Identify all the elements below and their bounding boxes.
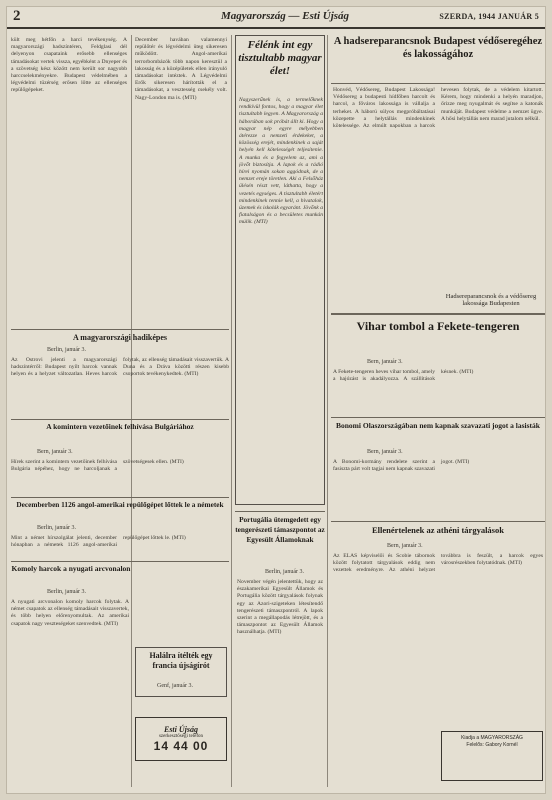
paper-title: Magyarország — Esti Újság [221, 10, 350, 22]
column-rule [231, 35, 232, 787]
ad-sub: szerkesztőségi telefon [158, 734, 203, 739]
section-rule [331, 521, 545, 522]
advertisement [135, 717, 227, 761]
article-signature: Hadsereparancsnok és a védősereg lakossága Budapesten [445, 293, 537, 307]
article-body: Hírek szerint a komintern vezetőinek felhívása Bulgária népéhez, hogy ne harcoljanak a szövetségesek ellen. (MTI) [11, 459, 184, 473]
article-body: A Bonomi-kormány rendelete szerint a fasiszta párt volt tagjai nem kapnak szavazati jogot. (MTI) [333, 459, 470, 473]
article-dateline: Bern, január 3. [387, 543, 423, 549]
column-rule [327, 35, 328, 787]
article-body: Honvéd, Védősereg, Budapest Lakossága! Védősereg a budapesti hídfőben harcolt és harcol, a főváros lakossága is vállalja a terheket. A háború súlyos megpróbáltatásai közepette a helytállás mindenkinek kötelessége. Az elmúlt napokban a harcok hevesen folytak, de a védelem kitartott. Kérem, hogy mindenki a helyén maradjon, őrizze meg nyugalmát és segítse a katonák munkáját. Budapest védelme a nemzet ügye. A hősi helytállás nem marad jutalom nélkül. [333, 87, 543, 130]
article-headline: Decemberben 1126 angol-amerikai repülőgépet lőttek le a németek [16, 500, 224, 509]
section-rule [11, 329, 229, 330]
article-headline: Komoly harcok a nyugati arcvonalon [11, 564, 131, 573]
article-dateline: Berlin, január 3. [47, 589, 86, 595]
article-dateline: Bern, január 3. [367, 449, 403, 455]
ad-label: Esti Újság [163, 725, 198, 734]
article-body: A nyugati arcvonalon komoly harcok folytak. A német csapatok az ellenség támadásait visszavertek, és több helyen előrenyomultak. Az amerikai csapatok nagy veszteségeket szenvedtek. (MTI) [11, 599, 129, 627]
article-body: kült meg hétfőn a harci tevékenység. A magyarországi hadszíntéren, Feldglasi dél delyenyon csapataink erősebb ellenséges támadásokat vertek vissza, egyébként a Dnyeper és a szövetség kész között nem került sor nagyobb harccselekményekre. Budapest védelmében a légvédelmi tüzérség erősen lőtte az ellenséges repülőgépeket. [11, 37, 127, 94]
section-rule [235, 511, 325, 512]
article-body: Az Ostrovi jelenti a magyarországi hadszíntérről: Budapest nyílt harcok vannak helyen és a helyzet változatlan. Heves harcok folytak, az ellenség támadásait visszavertük. A Duna és a Dráva közötti részen kisebb csoportok tevékenykedtek. (MTI) [11, 357, 229, 378]
article-body: November végén jelentettük, hogy az északamerikai Egyesült Államok és Portugália között tárgyalások folynak egy az Azori-szigeteken létesítendő tengerészeti támaszpontról. A lapok szerint a megállapodás létrejött, és a támaszpontot az Egyesült Államok használhatja. (MTI) [237, 579, 323, 636]
section-rule [11, 497, 229, 498]
section-rule [331, 417, 545, 418]
article-dateline: Berlin, január 3. [265, 569, 304, 575]
article-headline: Félénk int egy tisztultabb magyar élet! [238, 39, 322, 77]
section-rule [11, 561, 229, 562]
article-headline: A magyarországi hadiképes [72, 333, 168, 342]
publisher-line: Felelős: Gabory Kornél [466, 742, 518, 748]
article-headline: A hadsereparancsnok Budapest védőseregéhez és lakosságához [333, 36, 543, 60]
publisher-line: Kiadja a MAGYARORSZÁG [461, 735, 523, 741]
article-dateline: Genf, január 3. [157, 683, 193, 689]
article-headline: Halálra ítélték egy francia újságírót [149, 651, 213, 670]
article-body: Nagyszerűnek is, a termelőknek rendkívül fontos, hogy a magyar élet tisztultabb legyen. A Magyarország a háborúban sok próbát állt ki. Hogy a magyar nép egyre mélyebben átérezze a nemzeti érdekeket, a közösség erejét, mindenkinek a saját helyén kell kötelességét teljesítenie. A munka és a fegyelem az, ami a jövőt biztosítja. A lapok és a rádió hírei nyomán sokan aggódnak, de a nemzet ereje töretlen. Aki a Felsőház ülésén részt vett, láthatta, hogy a vezetés egységes. A tisztultabb életért mindenkinek tennie kell, a hivatalok, üzemek és iskolák egyaránt. Jövőnk a fiatalságon és a becsületes munkán múlik. (MTI) [239, 97, 323, 226]
article-headline: Bonomi Olaszországában nem kapnak szavazati jogot a lasisták [336, 421, 540, 430]
masthead [7, 7, 546, 29]
issue-date: SZERDA, 1944 JANUÁR 5 [439, 12, 539, 21]
ad-phone-numbers: 14 44 00 [153, 739, 209, 753]
section-rule [331, 313, 545, 315]
article-body: Az ELAS képviselői és Scobie tábornok között folytatott tárgyalások eddig nem vezettek eredményre. Az athéni helyzet továbbra is feszült, a harcok egyes városrészekben folytatódnak. (MTI) [333, 553, 543, 574]
article-dateline: Berlin, január 3. [47, 347, 86, 353]
article-dateline: Bern, január 3. [37, 449, 73, 455]
page-number: 2 [13, 8, 21, 24]
section-rule [11, 419, 229, 420]
newspaper-page [6, 6, 546, 794]
article-headline: A komintern vezetőinek felhívása Bulgáriához [46, 422, 194, 431]
article-body: Mint a német hírszolgálat jelenti, december hónapban a németek 1126 angol-amerikai repülőgépet lőttek le. (MTI) [11, 535, 186, 549]
article-dateline: Berlin, január 3. [37, 525, 76, 531]
article-body: December havában valamennyi repülőtér és légvédelmi üteg sikeresen működött. Angol-amerikai terrorbombázók több napon keresztül a lakosság és a középületek ellen irányuló támadásokat intéztek. A Légvédelmi Erők sikeresen hárították el a támadásokat, a vesztesség csekély volt. Nagy-London ma is. (MTI) [135, 37, 227, 101]
article-dateline: Bern, január 3. [367, 359, 403, 365]
section-rule [331, 83, 545, 84]
article-body: A Fekete-tengeren heves vihar tombol, amely a hajózást is akadályozza. A szállítások késnek. (MTI) [333, 369, 474, 383]
article-headline: Vihar tombol a Fekete-tengeren [356, 319, 520, 333]
article-headline: Ellenértelenek az athéni tárgyalások [372, 525, 504, 535]
publisher-box [441, 731, 543, 781]
article-headline: Portugália ütemgedett egy tengerészeti támaszpontot az Egyesült Államoknak [235, 515, 325, 544]
